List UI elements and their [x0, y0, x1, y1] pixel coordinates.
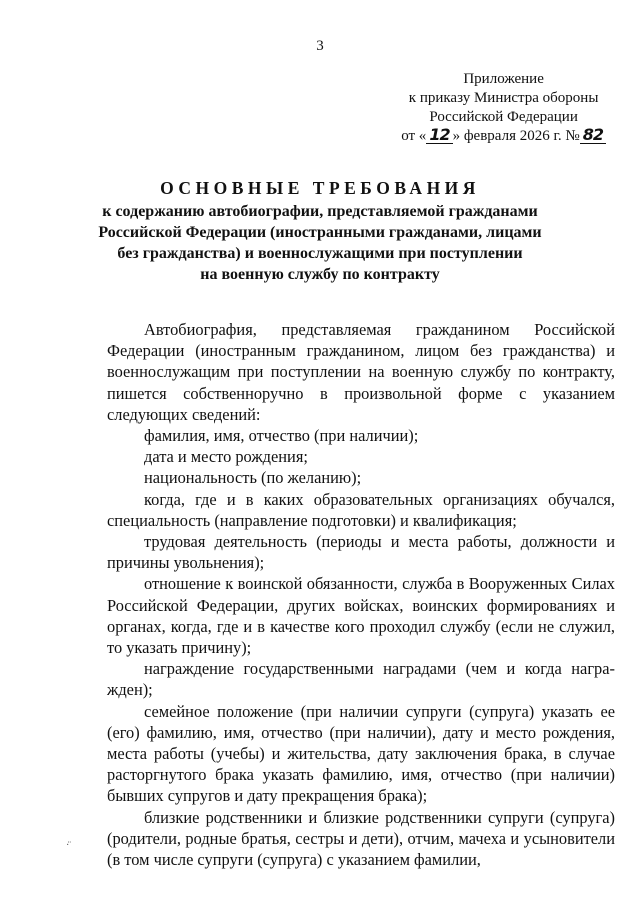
requirement-item: отношение к воинской обязанности, служба в Вооруженных Силах Российской Федерации, других войсках, воинских формированиях и органах, когда, где и в качестве кого проходил службу (если не служил, то указать причину); [107, 574, 615, 658]
appendix-line-3: Российской Федерации [429, 109, 578, 125]
appendix-line-1: Приложение [463, 71, 544, 87]
document-title [60, 177, 580, 285]
document-body [107, 319, 615, 870]
requirement-item: когда, где и в каких образовательных организациях обучался, специальность (направление подготовки) и квалификация; [107, 489, 615, 530]
page-number: 3 [316, 38, 324, 54]
requirement-item: семейное положение (при наличии супруги (супруга) указать ее (его) фамилию, имя, отчество (при наличии), дату и место рождения, места работы (учебы) и жительства, дату заключения брака, в случае расторгнутого брака указать фамилию, имя, отчество (при наличии) бывших супругов и дату прекращения брака); [107, 701, 615, 806]
title-line-4: на военную службу по контракту [200, 266, 440, 283]
title-line-3: без гражданства) и военнослужащими при поступлении [117, 245, 523, 262]
appendix-header [401, 70, 606, 146]
requirement-item: дата и место рождения; [144, 447, 308, 467]
requirement-item: награждение государственными наградами (чем и когда награжден); [107, 659, 615, 700]
date-prefix: от « [401, 128, 427, 144]
appendix-date-line [401, 127, 606, 146]
requirement-item: близкие родственники и близкие родственники супруги (супруга) (родители, родные братья, сестры и дети), отчим, мачеха и усыновители (в том числе супруги (супруга) с указанием фамилии, [107, 807, 615, 870]
title-line-1: к содержанию автобиографии, представляемой гражданами [102, 203, 538, 220]
intro-paragraph: Автобиография, представляемая гражданином Российской Федерации (иностранным гражданином, лицом без гражданства) и военнослужащим при поступлении на военную службу по контракту, пишется собственноручно в произвольной форме с указанием следующих сведений: [107, 320, 615, 424]
requirement-item: фамилия, имя, отчество (при наличии); [144, 426, 419, 446]
date-middle: » февраля 2026 г. № [452, 128, 580, 144]
requirement-item: национальность (по желанию); [144, 468, 362, 488]
handwritten-order-number: 82 [580, 127, 606, 144]
requirement-item: трудовая деятельность (периоды и места работы, должности и причины увольнения); [107, 532, 615, 573]
title-main: ОСНОВНЫЕ ТРЕБОВАНИЯ [160, 178, 480, 198]
handwritten-day: 12 [426, 127, 452, 144]
title-line-2: Российской Федерации (иностранными гражданами, лицами [98, 224, 542, 241]
appendix-line-2: к приказу Министра обороны [408, 90, 599, 106]
margin-mark: ·̈ [66, 840, 70, 851]
